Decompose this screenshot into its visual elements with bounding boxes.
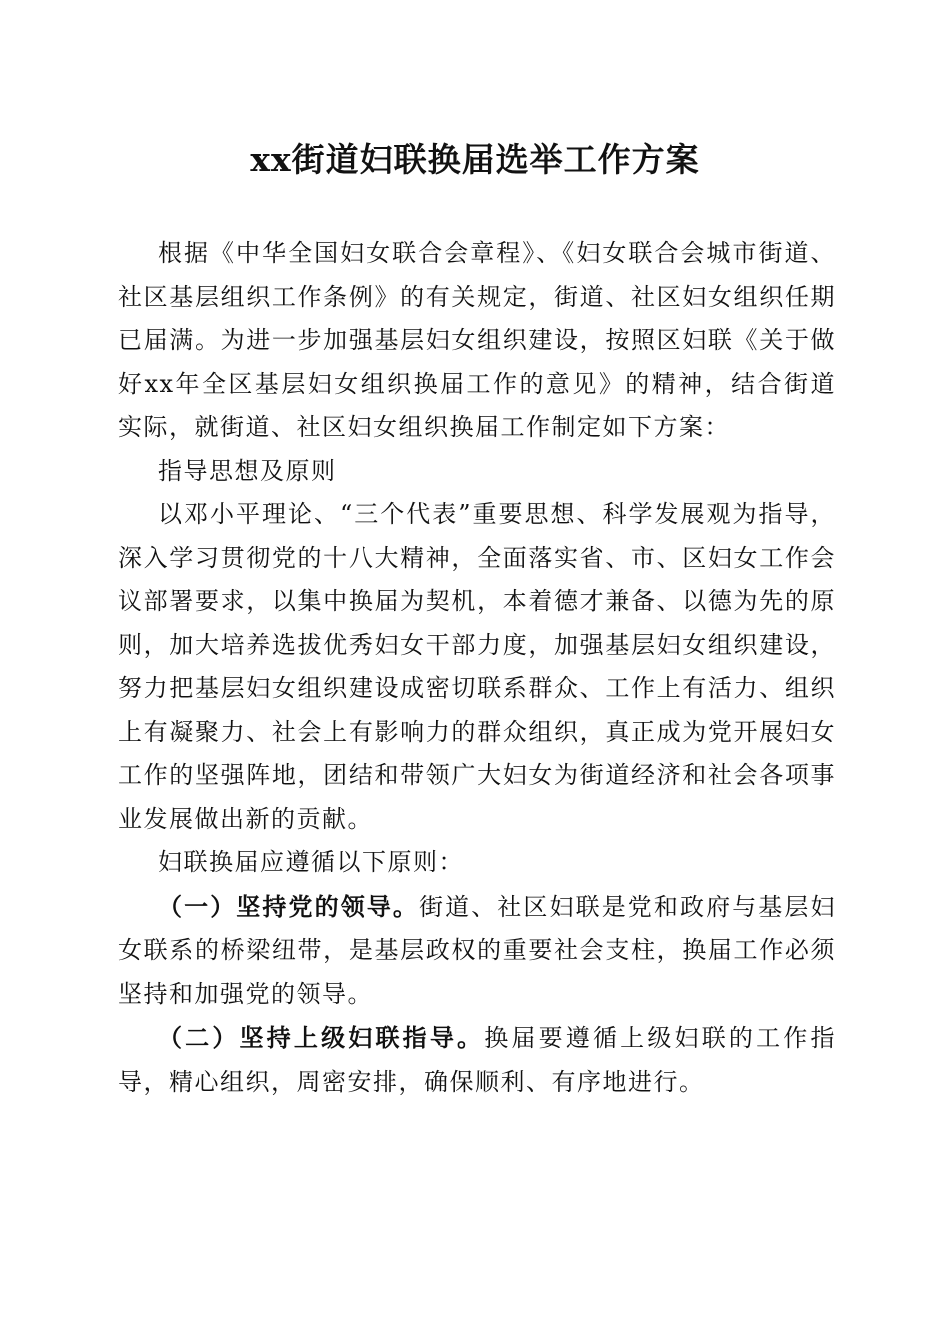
intro-paragraph: 根据《中华全国妇女联合会章程》、《妇女联合会城市街道、社区基层组织工作条例》的有关规定，街道、社区妇女组织任期已届满。为进一步加强基层妇女组织建设，按照区妇联《关于做好xx年全区基层妇女组织换届工作的意见》的精神，结合街道实际，就街道、社区妇女组织换届工作制定如下方案：	[118, 239, 836, 441]
guiding-heading: 指导思想及原则	[158, 456, 337, 485]
principles-intro: 妇联换届应遵循以下原则：	[158, 848, 464, 876]
principle-1-text: 街道、社区妇联是党和政府与基层妇女联系的桥梁纽带，是基层政权的重要社会支柱，换届工作必须坚持和加强党的领导。	[118, 892, 836, 1008]
guiding-paragraph: 以邓小平理论、“三个代表”重要思想、科学发展观为指导，深入学习贯彻党的十八大精神，全面落实省、市、区妇女工作会议部署要求，以集中换届为契机，本着德才兼备、以德为先的原则，加大培养选拔优秀妇女干部力度，加强基层妇女组织建设，努力把基层妇女组织建设成密切联系群众、工作上有活力、组织上有凝聚力、社会上有影响力的群众组织，真正成为党开展妇女工作的坚强阵地，团结和带领广大妇女为街道经济和社会各项事业发展做出新的贡献。	[118, 500, 836, 833]
principle-2-text: 换届要遵循上级妇联的工作指导，精心组织，周密安排，确保顺利、有序地进行。	[118, 1024, 836, 1096]
document-body	[118, 232, 836, 1104]
document-title: xx街道妇联换届选举工作方案	[250, 140, 700, 179]
principle-2	[118, 1016, 836, 1104]
principle-2-heading: （二）坚持上级妇联指导。	[158, 1023, 485, 1052]
principle-1	[118, 885, 836, 1017]
principle-1-heading: （一）坚持党的领导。	[158, 891, 419, 921]
